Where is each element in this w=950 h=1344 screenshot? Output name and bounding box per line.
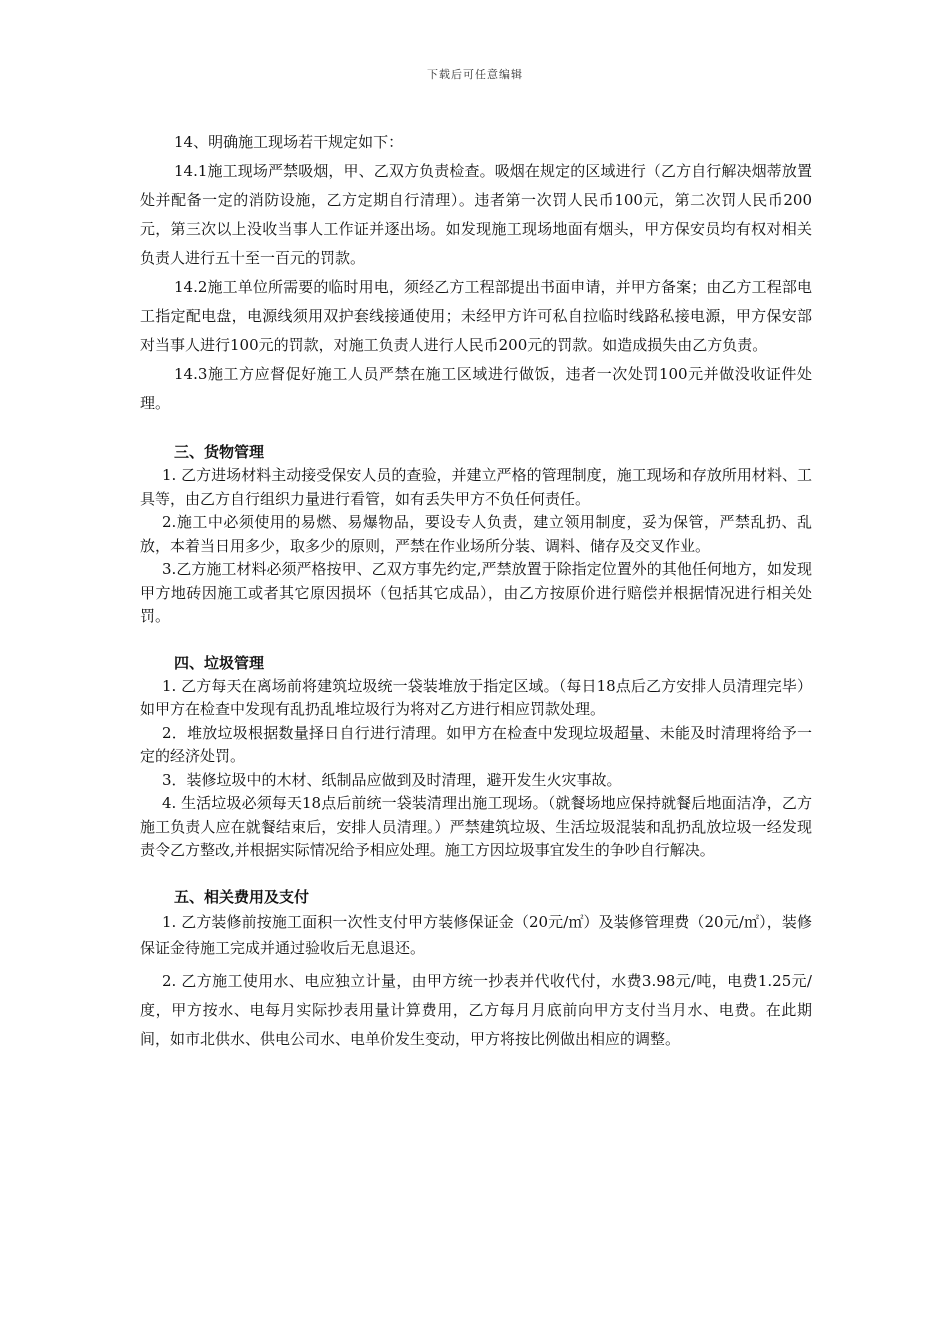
- garbage-item-3: 3．装修垃圾中的木材、纸制品应做到及时清理，避开发生火灾事故。: [162, 770, 622, 789]
- rule-14-1: 14.1施工现场严禁吸烟，甲、乙双方负责检查。吸烟在规定的区域进行（乙方自行解决烟蒂放置处并配备一定的消防设施，乙方定期自行清理）。违者第一次罚人民币100元，第二次罚人民币200元，第三次以上没收当事人工作证并逐出场。如发现施工现场地面有烟头，甲方保安员均有权对相关负责人进行五十至一百元的罚款。: [140, 162, 812, 267]
- section-heading-garbage: 四、垃圾管理: [174, 653, 265, 672]
- garbage-item-1: 1. 乙方每天在离场前将建筑垃圾统一袋装堆放于指定区域。（每日18点后乙方安排人员清理完毕）如甲方在检查中发现有乱扔乱堆垃圾行为将对乙方进行相应罚款处理。: [140, 676, 812, 718]
- rules-title: 14、明确施工现场若干规定如下：: [174, 133, 404, 151]
- goods-item-2: 2.施工中必须使用的易燃、易爆物品，要设专人负责，建立领用制度，妥为保管，严禁乱扔、乱放，本着当日用多少，取多少的原则，严禁在作业场所分装、调料、储存及交叉作业。: [140, 513, 812, 555]
- section-heading-fees: 五、相关费用及支付: [174, 887, 310, 906]
- rule-14-3: 14.3施工方应督促好施工人员严禁在施工区域进行做饭，违者一次处罚100元并做没收证件处理。: [140, 365, 812, 412]
- rule-14-2: 14.2施工单位所需要的临时用电，须经乙方工程部提出书面申请，并甲方备案；由乙方工程部电工指定配电盘，电源线须用双护套线接通使用；未经甲方许可私自拉临时线路私接电源，甲方保安部对当事人进行100元的罚款，对施工负责人进行人民币200元的罚款。如造成损失由乙方负责。: [140, 278, 812, 354]
- goods-item-3: 3.乙方施工材料必须严格按甲、乙双方事先约定,严禁放置于除指定位置外的其他任何地方，如发现甲方地砖因施工或者其它原因损坏（包括其它成品），由乙方按原价进行赔偿并根据情况进行相关处罚。: [140, 560, 812, 625]
- fees-item-1: 1. 乙方装修前按施工面积一次性支付甲方装修保证金（20元/㎡）及装修管理费（20元/㎡），装修保证金待施工完成并通过验收后无息退还。: [140, 912, 812, 957]
- garbage-item-2: 2．堆放垃圾根据数量择日自行进行清理。如甲方在检查中发现垃圾超量、未能及时清理将给予一定的经济处罚。: [140, 723, 812, 765]
- page-header-note: 下载后可任意编辑: [427, 68, 523, 81]
- fees-item-2: 2. 乙方施工使用水、电应独立计量，由甲方统一抄表并代收代付，水费3.98元/吨，电费1.25元/度，甲方按水、电每月实际抄表用量计算费用，乙方每月月底前向甲方支付当月水、电费。在此期间，如市北供水、供电公司水、电单价发生变动，甲方将按比例做出相应的调整。: [140, 971, 812, 1048]
- goods-item-1: 1. 乙方进场材料主动接受保安人员的查验，并建立严格的管理制度，施工现场和存放所用材料、工具等，由乙方自行组织力量进行看管，如有丢失甲方不负任何责任。: [140, 466, 812, 508]
- garbage-item-4: 4. 生活垃圾必须每天18点后前统一袋装清理出施工现场。（就餐场地应保持就餐后地面洁净，乙方施工负责人应在就餐结束后，安排人员清理。）严禁建筑垃圾、生活垃圾混装和乱扔乱放垃圾一经发现责令乙方整改,并根据实际情况给予相应处理。施工方因垃圾事宜发生的争吵自行解决。: [140, 794, 812, 859]
- section-heading-goods: 三、货物管理: [174, 443, 265, 461]
- document-body: [140, 128, 812, 1054]
